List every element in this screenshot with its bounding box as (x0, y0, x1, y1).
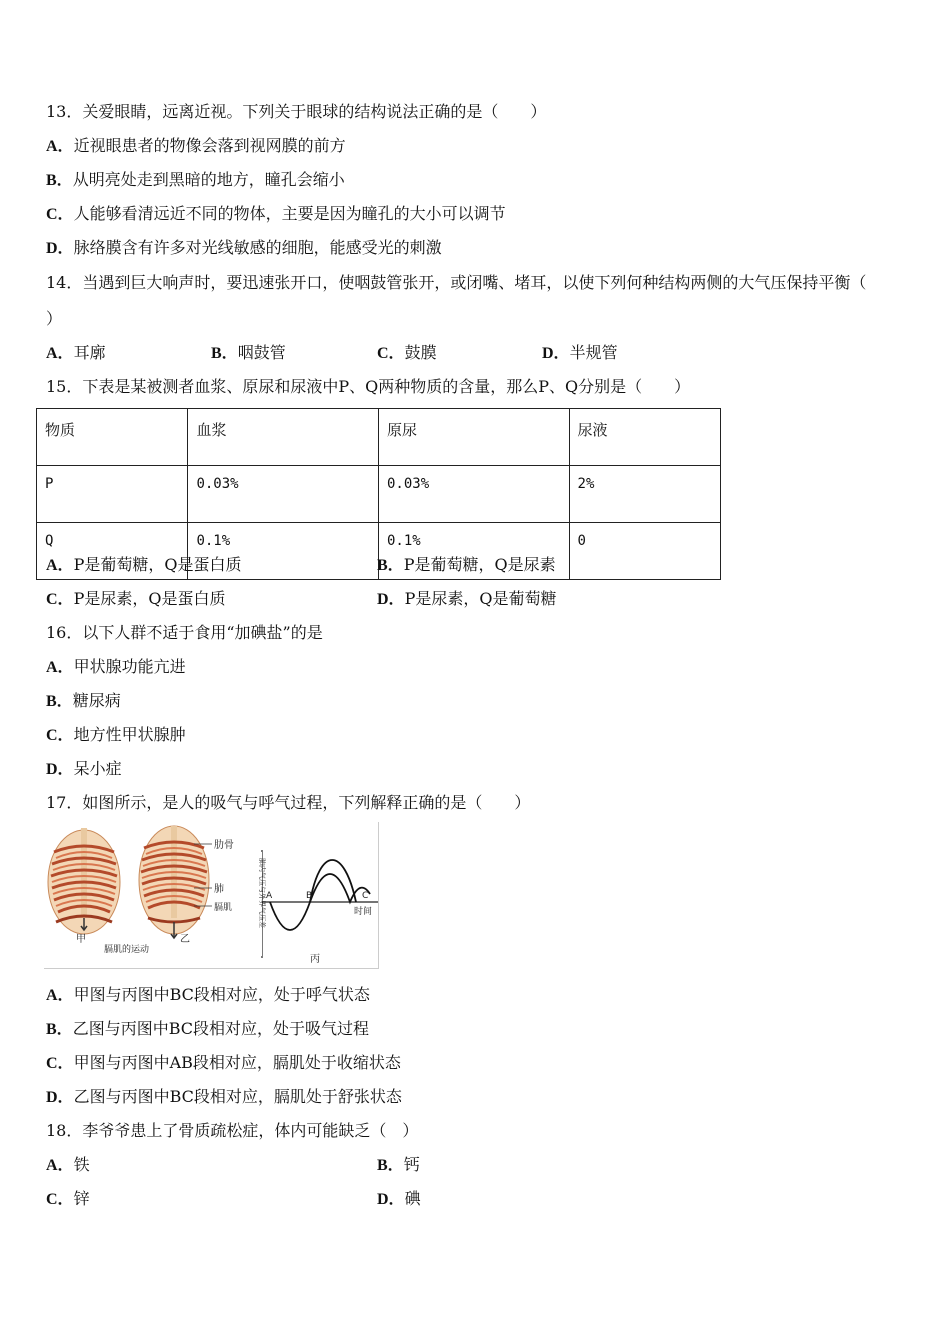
q17-option-a[interactable]: A．甲图与丙图中BC段相对应，处于呼气状态 (46, 985, 370, 1004)
table-cell: Q (37, 523, 188, 580)
label-time: 时间 (354, 907, 373, 917)
breathing-diagram (44, 822, 378, 968)
q16-option-c[interactable]: C．地方性甲状腺肿 (46, 725, 186, 744)
q14-option-a[interactable]: A．耳廓 (46, 343, 106, 362)
q17-stem: 17．如图所示，是人的吸气与呼气过程，下列解释正确的是（ ） (46, 793, 531, 812)
label-bing: 丙 (310, 954, 320, 965)
table-cell: 2% (569, 466, 720, 523)
table-header-cell: 尿液 (569, 409, 720, 466)
table-header-cell: 血浆 (188, 409, 379, 466)
table-cell: 0.1% (188, 523, 379, 580)
q16-option-a[interactable]: A．甲状腺功能亢进 (46, 657, 186, 676)
q15-option-d[interactable]: D．P是尿素，Q是葡萄糖 (377, 589, 557, 608)
table-cell: 0.1% (378, 523, 569, 580)
table-header-cell: 原尿 (378, 409, 569, 466)
point-b: B (306, 891, 313, 901)
q18-option-d[interactable]: D．碘 (377, 1189, 421, 1208)
label-lung: 肺 (214, 884, 224, 895)
q13-option-a[interactable]: A．近视眼患者的物像会落到视网膜的前方 (46, 136, 346, 155)
q18-stem: 18．李爷爷患上了骨质疏松症，体内可能缺乏（ ） (46, 1121, 419, 1140)
q13-option-b[interactable]: B．从明亮处走到黑暗的地方，瞳孔会缩小 (46, 170, 345, 189)
q14-option-d[interactable]: D．半规管 (542, 343, 618, 362)
label-jia: 甲 (76, 934, 86, 945)
table-cell: 0 (569, 523, 720, 580)
label-yaxis: 肺内气压与外界气压差 (258, 858, 266, 928)
q17-option-c[interactable]: C．甲图与丙图中AB段相对应，膈肌处于收缩状态 (46, 1053, 401, 1072)
q14-option-b[interactable]: B．咽鼓管 (211, 343, 286, 362)
q16-option-d[interactable]: D．呆小症 (46, 759, 122, 778)
table-cell: 0.03% (378, 466, 569, 523)
q13-stem: 13．关爱眼睛，远离近视。下列关于眼球的结构说法正确的是（ ） (46, 102, 547, 121)
table-cell: P (37, 466, 188, 523)
q17-option-b[interactable]: B．乙图与丙图中BC段相对应，处于吸气过程 (46, 1019, 369, 1038)
label-rib: 肋骨 (214, 840, 234, 851)
q14-stem-cont: ） (46, 309, 63, 328)
point-a: A (266, 891, 273, 901)
table-header-row (37, 409, 721, 466)
q15-stem: 15．下表是某被测者血浆、原尿和尿液中P、Q两种物质的含量，那么P、Q分别是（ ） (46, 377, 691, 396)
q15-option-b[interactable]: B．P是葡萄糖，Q是尿素 (377, 555, 556, 574)
q18-option-b[interactable]: B．钙 (377, 1155, 420, 1174)
q14-option-c[interactable]: C．鼓膜 (377, 343, 437, 362)
table-row (37, 466, 721, 523)
q13-option-d[interactable]: D．脉络膜含有许多对光线敏感的细胞，能感受光的刺激 (46, 238, 442, 257)
q16-stem: 16．以下人群不适于食用“加碘盐”的是 (46, 623, 323, 642)
q17-option-d[interactable]: D．乙图与丙图中BC段相对应，膈肌处于舒张状态 (46, 1087, 402, 1106)
q13-option-c[interactable]: C．人能够看清远近不同的物体，主要是因为瞳孔的大小可以调节 (46, 204, 506, 223)
label-diaphragm: 膈肌 (214, 903, 233, 913)
q15-option-c[interactable]: C．P是尿素，Q是蛋白质 (46, 589, 226, 608)
ribcage-yi-illustration (139, 826, 212, 938)
q16-option-b[interactable]: B．糖尿病 (46, 691, 121, 710)
breathing-figure (44, 822, 379, 969)
label-movement: 膈肌的运动 (104, 945, 150, 955)
label-yi: 乙 (180, 934, 190, 945)
pressure-curve-graph (252, 850, 378, 958)
table-cell: 0.03% (188, 466, 379, 523)
ribcage-jia-illustration (48, 828, 120, 934)
q15-option-a[interactable]: A．P是葡萄糖，Q是蛋白质 (46, 555, 242, 574)
q18-option-a[interactable]: A．铁 (46, 1155, 90, 1174)
q14-stem: 14．当遇到巨大响声时，要迅速张开口，使咽鼓管张开，或闭嘴、堵耳，以使下列何种结构两侧的大气压保持平衡（ (46, 273, 867, 292)
point-c: C (362, 891, 369, 901)
table-header-cell: 物质 (37, 409, 188, 466)
pressure-curve-peak (310, 860, 356, 902)
q18-option-c[interactable]: C．锌 (46, 1189, 90, 1208)
